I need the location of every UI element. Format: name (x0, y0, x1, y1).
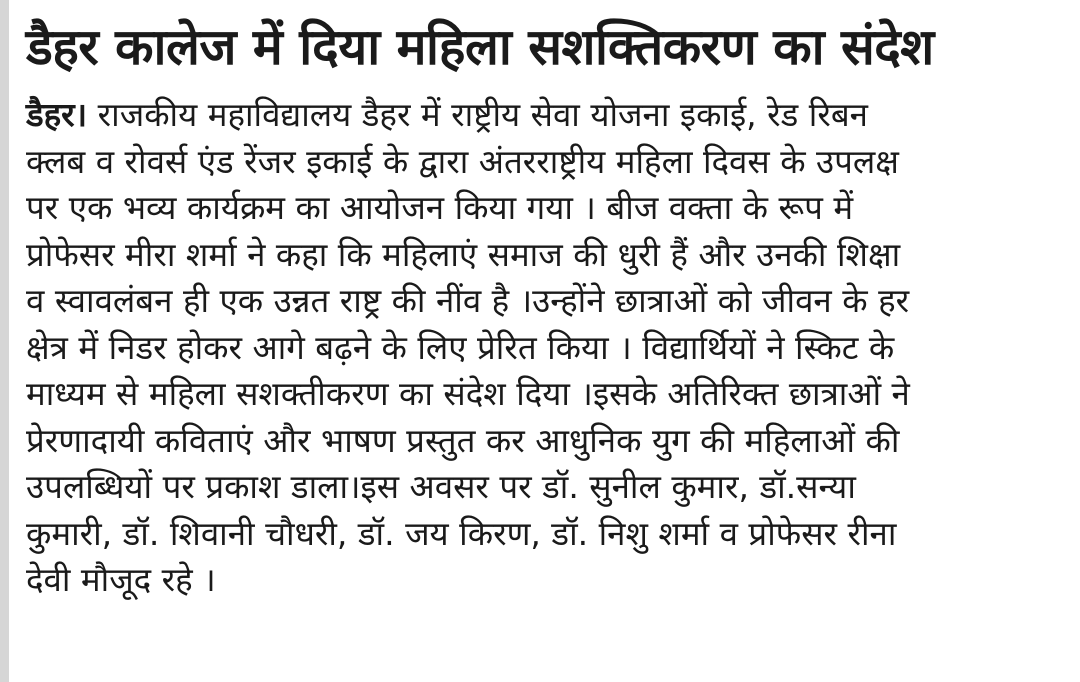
dateline: डैहर। (26, 95, 88, 134)
news-clipping (26, 0, 1070, 604)
body-line: कुमारी, डॉ. शिवानी चौधरी, डॉ. जय किरण, डॉ. निशु शर्मा व प्रोफेसर रीना (26, 513, 897, 553)
body-line: उपलब्धियों पर प्रकाश डाला।इस अवसर पर डॉ. सुनील कुमार, डॉ.सन्या (26, 467, 856, 506)
clipping-edge (0, 0, 9, 682)
body-line: प्रोफेसर मीरा शर्मा ने कहा कि महिलाएं समाज की धुरी हैं और उनकी शिक्षा (26, 234, 901, 274)
body-line: देवी मौजूद रहे । (26, 560, 216, 599)
headline: डैहर कालेज में दिया महिला सशक्तिकरण का संदेश (26, 18, 934, 76)
article-body (26, 92, 1070, 604)
body-line: क्लब व रोवर्स एंड रेंजर इकाई के द्वारा अंतरराष्ट्रीय महिला दिवस के उपलक्ष (26, 141, 899, 181)
body-line: पर एक भव्य कार्यक्रम का आयोजन किया गया । बीज वक्ता के रूप में (26, 188, 854, 227)
body-line: प्रेरणादायी कविताएं और भाषण प्रस्तुत कर आधुनिक युग की महिलाओं की (26, 420, 900, 460)
body-line: व स्वावलंबन ही एक उन्नत राष्ट्र की नींव है ।उन्होंने छात्राओं को जीवन के हर (26, 281, 910, 320)
body-line (26, 92, 1070, 139)
body-line: क्षेत्र में निडर होकर आगे बढ़ने के लिए प्रेरित किया । विद्यार्थियों ने स्किट के (26, 327, 895, 367)
body-text: राजकीय महाविद्यालय डैहर में राष्ट्रीय सेवा योजना इकाई, रेड रिबन (87, 95, 868, 134)
body-line: माध्यम से महिला सशक्तीकरण का संदेश दिया ।इसके अतिरिक्त छात्राओं ने (26, 374, 910, 413)
